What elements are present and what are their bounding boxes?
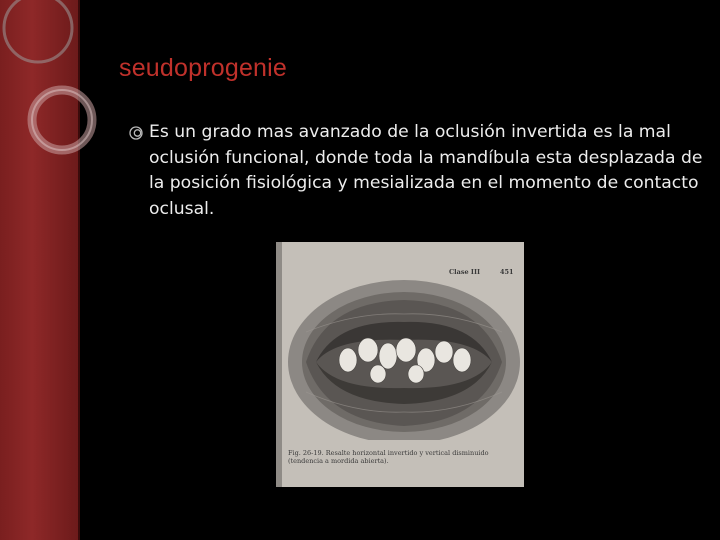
bullet-text: Es un grado mas avanzado de la oclusión invertida es la mal oclusión funcional, donde toda la mandíbula esta desplazada de la posición fisiológica y mesializada en el momento de contacto oclusal. bbox=[149, 122, 703, 219]
figure-page-number: 451 bbox=[500, 268, 514, 276]
figure-caption: Fig. 26-19. Resalte horizontal invertido y vertical disminuido (tendencia a mordida abierta). bbox=[288, 449, 489, 465]
figure-header: Clase III bbox=[449, 268, 481, 276]
dental-figure bbox=[276, 242, 524, 487]
decorative-rings bbox=[0, 0, 140, 220]
bullet-swirl-icon bbox=[128, 125, 144, 141]
slide-title: seudoprogenie bbox=[119, 54, 288, 82]
bullet-item bbox=[128, 120, 708, 222]
